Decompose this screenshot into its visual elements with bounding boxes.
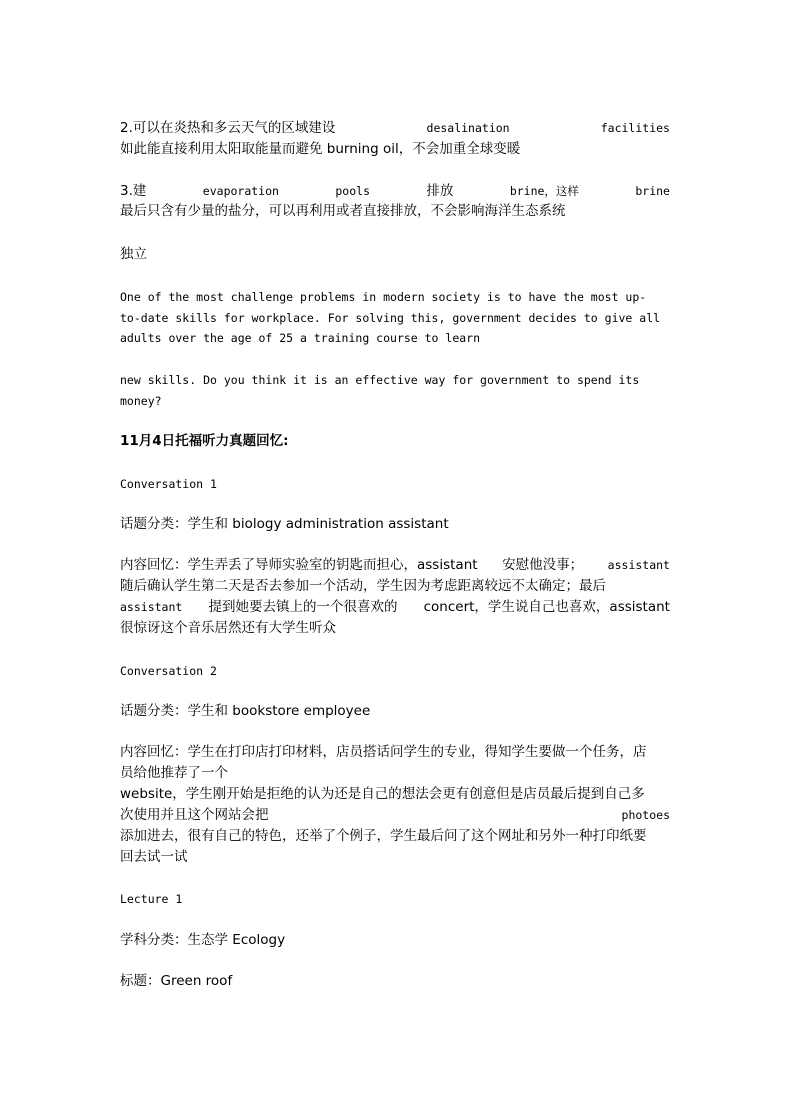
essay-line-4: new skills. Do you think it is an effective way for government to spend its xyxy=(120,373,640,387)
essay-line-3: adults over the age of 25 a training course to learn xyxy=(120,331,481,345)
conv2-content-line-1: 内容回忆：学生在打印店打印材料，店员搭话问学生的专业，得知学生要做一个任务，店 xyxy=(120,744,647,760)
lecture1-title: Lecture 1 xyxy=(120,892,183,906)
conv1-category: 话题分类：学生和 biology administration assistant xyxy=(120,516,449,532)
conv2-content-line-6: 回去试一试 xyxy=(120,849,188,865)
conv1-content-word-1: 内容回忆：学生弄丢了导师实验室的钥匙而担心，assistant xyxy=(120,557,478,573)
conv2-content4-word-2: photoes xyxy=(621,808,670,822)
conv1-content-line-2: 随后确认学生第二天是否去参加一个活动，学生因为考虑距离较远不太确定；最后 xyxy=(120,578,606,594)
p2-word-1: 2.可以在炎热和多云天气的区域建设 xyxy=(120,120,336,136)
p2-line-2: 如此能直接利用太阳取能量而避免 burning oil，不会加重全球变暖 xyxy=(120,141,521,157)
p2-word-3: facilities xyxy=(600,121,670,135)
conv1-content-word-2: 安慰他没事； xyxy=(502,557,584,573)
conv1-content3-word-1: assistant xyxy=(120,600,183,614)
conv2-title: Conversation 2 xyxy=(120,664,217,678)
conv2-content-line-5: 添加进去，很有自己的特色，还举了个例子，学生最后问了这个网址和另外一种打印纸要 xyxy=(120,828,647,844)
conv1-content3-word-3: concert，学生说自己也喜欢，assistant xyxy=(423,599,670,615)
essay-line-5: money? xyxy=(120,394,162,408)
conv1-content-line-4: 很惊讶这个音乐居然还有大学生听众 xyxy=(120,620,336,636)
conv1-content-line-1 xyxy=(120,555,670,575)
p2-word-2: desalination xyxy=(426,121,510,135)
lecture1-subject: 学科分类：生态学 Ecology xyxy=(120,932,286,948)
conv1-content-line-3 xyxy=(120,597,670,617)
conv2-content-line-3: website，学生刚开始是拒绝的认为还是自己的想法会更有创意但是店员最后提到自己多 xyxy=(120,786,645,802)
conv2-content4-word-1: 次使用并且这个网站会把 xyxy=(120,807,269,823)
lecture1-topic: 标题：Green roof xyxy=(120,973,233,989)
conv1-content-word-3: assistant xyxy=(607,558,670,572)
document-page xyxy=(120,0,670,1119)
p3-word-1: 3.建 xyxy=(120,183,147,199)
conv1-title: Conversation 1 xyxy=(120,477,217,491)
p3-line-2: 最后只含有少量的盐分，可以再利用或者直接排放，不会影响海洋生态系统 xyxy=(120,203,566,219)
p3-word-6: brine xyxy=(635,184,670,198)
conv2-category: 话题分类：学生和 bookstore employee xyxy=(120,703,371,719)
conv2-content-line-2: 员给他推荐了一个 xyxy=(120,765,228,781)
p3-word-4: 排放 xyxy=(426,183,454,199)
conv2-content-line-4 xyxy=(120,805,670,825)
conv1-content3-word-2: 提到她要去镇上的一个很喜欢的 xyxy=(208,599,398,615)
p2-line-1 xyxy=(120,118,670,138)
p3-word-3: pools xyxy=(335,184,370,198)
p3-word-5: brine，这样 xyxy=(509,184,579,198)
p3-line-1 xyxy=(120,181,670,201)
p3-word-2: evaporation xyxy=(202,184,279,198)
essay-line-1: One of the most challenge problems in modern society is to have the most up- xyxy=(120,290,647,304)
listening-heading: 11月4日托福听力真题回忆: xyxy=(120,433,289,449)
essay-line-2: to-date skills for workplace. For solving this, government decides to give all xyxy=(120,311,661,325)
independent-label: 独立 xyxy=(120,246,147,262)
